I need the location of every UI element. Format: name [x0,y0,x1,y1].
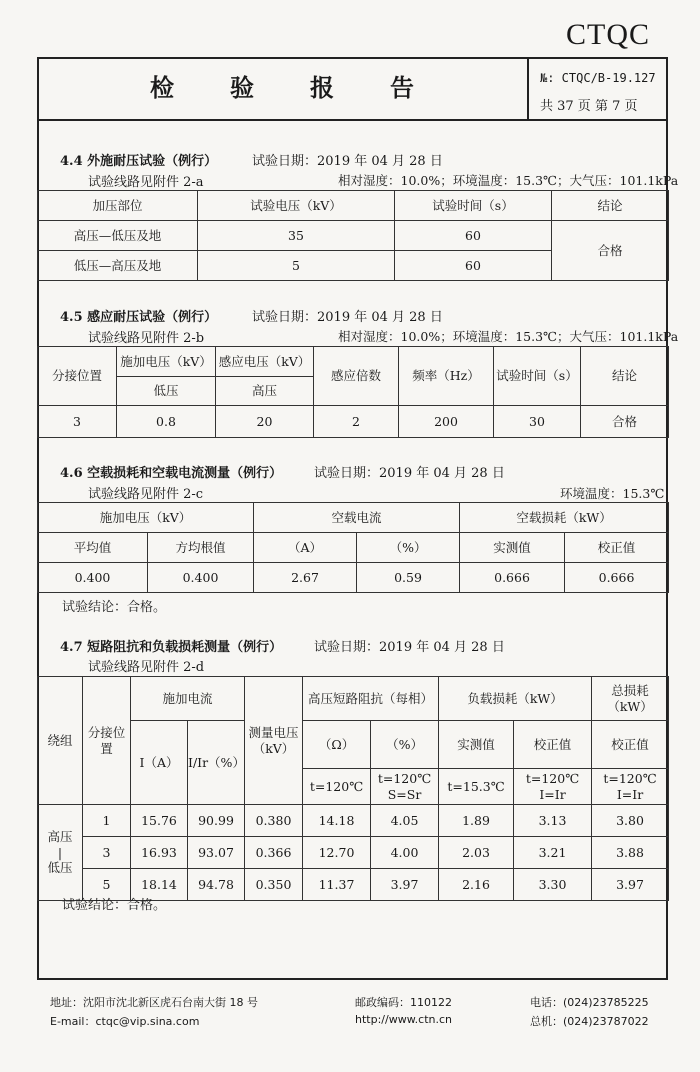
s46-group: 空载电流 [254,503,460,533]
s45-col: 感应倍数 [314,347,399,406]
s45-cell: 0.8 [117,406,216,438]
s47-circuit: 试验线路见附件 2-d [88,660,205,675]
header-divider [527,57,529,119]
s47-heading: 4.7 短路阻抗和负载损耗测量（例行） [60,640,283,655]
s47-cell: 3.97 [371,869,439,901]
s47-conclusion: 试验结论：合格。 [62,898,167,913]
s47-cell: 3.97 [592,869,669,901]
s46-col: （A） [254,533,357,563]
s45-circuit: 试验线路见附件 2-b [88,331,205,346]
s47-h-current: 施加电流 [131,677,245,721]
s45-cell: 合格 [581,406,669,438]
s46-col: 实测值 [460,533,565,563]
s47-h-tap: 分接位置 [83,677,131,805]
s45-cell: 200 [399,406,494,438]
s47-h-ohm: （Ω） [303,721,371,769]
s46-cell: 0.666 [460,563,565,593]
s47-cell: 0.350 [245,869,303,901]
s44-heading: 4.4 外施耐压试验（例行） [60,154,218,169]
s46-cell: 2.67 [254,563,357,593]
s46-col: 校正值 [565,533,669,563]
s44-col: 加压部位 [38,191,198,221]
s44-cell: 35 [198,221,395,251]
s46-col: 方均根值 [148,533,254,563]
s46-date: 试验日期：2019 年 04 月 28 日 [314,466,505,481]
s46-circuit: 试验线路见附件 2-c [88,487,204,502]
footer-phone: 电话：(024)23785225 [530,996,649,1009]
s47-cond: t=120℃ I=Ir [514,769,592,805]
s44-col: 试验电压（kV） [198,191,395,221]
s47-cell: 90.99 [188,805,245,837]
s44-cell: 低压—高压及地 [38,251,198,281]
s44-conclusion: 合格 [552,221,669,281]
footer-web: http://www.ctn.cn [355,1013,453,1026]
report-number: №: CTQC/B-19.127 [540,71,656,85]
s44-cell: 60 [395,251,552,281]
s47-cond: t=15.3℃ [439,769,514,805]
s46-col: （%） [357,533,460,563]
s44-cell: 5 [198,251,395,281]
s47-h-total: 总损耗（kW） [592,677,669,721]
s47-cell: 12.70 [303,837,371,869]
s47-cell: 3.13 [514,805,592,837]
s45-col: 施加电压（kV） [117,347,216,377]
s45-sub: 低压 [117,377,216,406]
s47-cell: 5 [83,869,131,901]
s47-cond: t=120℃ S=Sr [371,769,439,805]
s47-cell: 0.380 [245,805,303,837]
s47-cell: 3.30 [514,869,592,901]
s47-cell: 3.21 [514,837,592,869]
s47-cell: 93.07 [188,837,245,869]
s47-h-pct: （%） [371,721,439,769]
s47-cell: 0.366 [245,837,303,869]
s47-cell: 16.93 [131,837,188,869]
s47-cell: 2.16 [439,869,514,901]
s46-heading: 4.6 空载损耗和空载电流测量（例行） [60,466,283,481]
page-count: 共 37 页 第 7 页 [540,99,638,114]
s44-table [37,190,669,281]
s47-winding-b: 低压 [47,860,73,876]
s44-env: 相对湿度：10.0%；环境温度：15.3℃；大气压：101.1kPa [338,173,679,188]
s44-cell: 高压—低压及地 [38,221,198,251]
s47-cell: 3.80 [592,805,669,837]
s47-cond: t=120℃ I=Ir [592,769,669,805]
s44-col: 结论 [552,191,669,221]
s47-cell: 4.00 [371,837,439,869]
s47-h-winding: 绕组 [38,677,83,805]
s47-cell: 18.14 [131,869,188,901]
s45-col: 结论 [581,347,669,406]
s45-table [37,346,669,438]
s45-date: 试验日期：2019 年 04 月 28 日 [252,310,443,325]
s45-cell: 2 [314,406,399,438]
s47-table [37,676,669,901]
footer-email: E-mail：ctqc@vip.sina.com [50,1015,200,1028]
footer-manager: 总机：(024)23787022 [530,1015,649,1028]
s47-cell: 3 [83,837,131,869]
s47-h-corr: 校正值 [592,721,669,769]
s47-date: 试验日期：2019 年 04 月 28 日 [314,640,505,655]
s46-cell: 0.400 [38,563,148,593]
s45-heading: 4.5 感应耐压试验（例行） [60,310,218,325]
s44-cell: 60 [395,221,552,251]
s47-cell: 3.88 [592,837,669,869]
s44-date: 试验日期：2019 年 04 月 28 日 [252,154,443,169]
s47-h-i: I（A） [131,721,188,805]
s45-env: 相对湿度：10.0%；环境温度：15.3℃；大气压：101.1kPa [338,329,679,344]
s46-env: 环境温度：15.3℃ [560,486,665,501]
s47-cell: 1.89 [439,805,514,837]
s47-cell: 11.37 [303,869,371,901]
s45-sub: 高压 [216,377,314,406]
s45-col: 分接位置 [38,347,117,406]
s46-col: 平均值 [38,533,148,563]
s47-cell: 1 [83,805,131,837]
s47-cell: 2.03 [439,837,514,869]
s46-group: 施加电压（kV） [38,503,254,533]
s47-cell: 14.18 [303,805,371,837]
ctqc-logo: CTQC [566,18,651,51]
s45-cell: 30 [494,406,581,438]
s47-h-corr: 校正值 [514,721,592,769]
s45-col: 感应电压（kV） [216,347,314,377]
s47-winding-a: 高压 [47,829,73,845]
report-title: 检验报告 [150,73,470,102]
s44-col: 试验时间（s） [395,191,552,221]
s46-table [37,502,669,593]
s45-cell: 3 [38,406,117,438]
s47-cell: 15.76 [131,805,188,837]
s47-cond: t=120℃ [303,769,371,805]
s47-winding [38,805,83,901]
s46-conclusion: 试验结论：合格。 [62,600,167,615]
s47-cell: 4.05 [371,805,439,837]
report-header [37,57,668,121]
s47-winding-sep: | [57,844,63,860]
footer-address: 地址：沈阳市沈北新区虎石台南大街 18 号 [50,996,258,1009]
s46-group: 空载损耗（kW） [460,503,669,533]
s45-col: 频率（Hz） [399,347,494,406]
s47-h-imp: 高压短路阻抗（每相） [303,677,439,721]
s47-h-ir: I/Ir（%） [188,721,245,805]
s47-h-meas: 实测值 [439,721,514,769]
s46-cell: 0.59 [357,563,460,593]
s46-cell: 0.400 [148,563,254,593]
s47-h-load: 负载损耗（kW） [439,677,592,721]
s45-col: 试验时间（s） [494,347,581,406]
s46-cell: 0.666 [565,563,669,593]
s47-cell: 94.78 [188,869,245,901]
s47-h-voltage: 测量电压（kV） [245,677,303,805]
footer-postcode: 邮政编码：110122 [355,996,452,1009]
s45-cell: 20 [216,406,314,438]
s44-circuit: 试验线路见附件 2-a [88,175,204,190]
